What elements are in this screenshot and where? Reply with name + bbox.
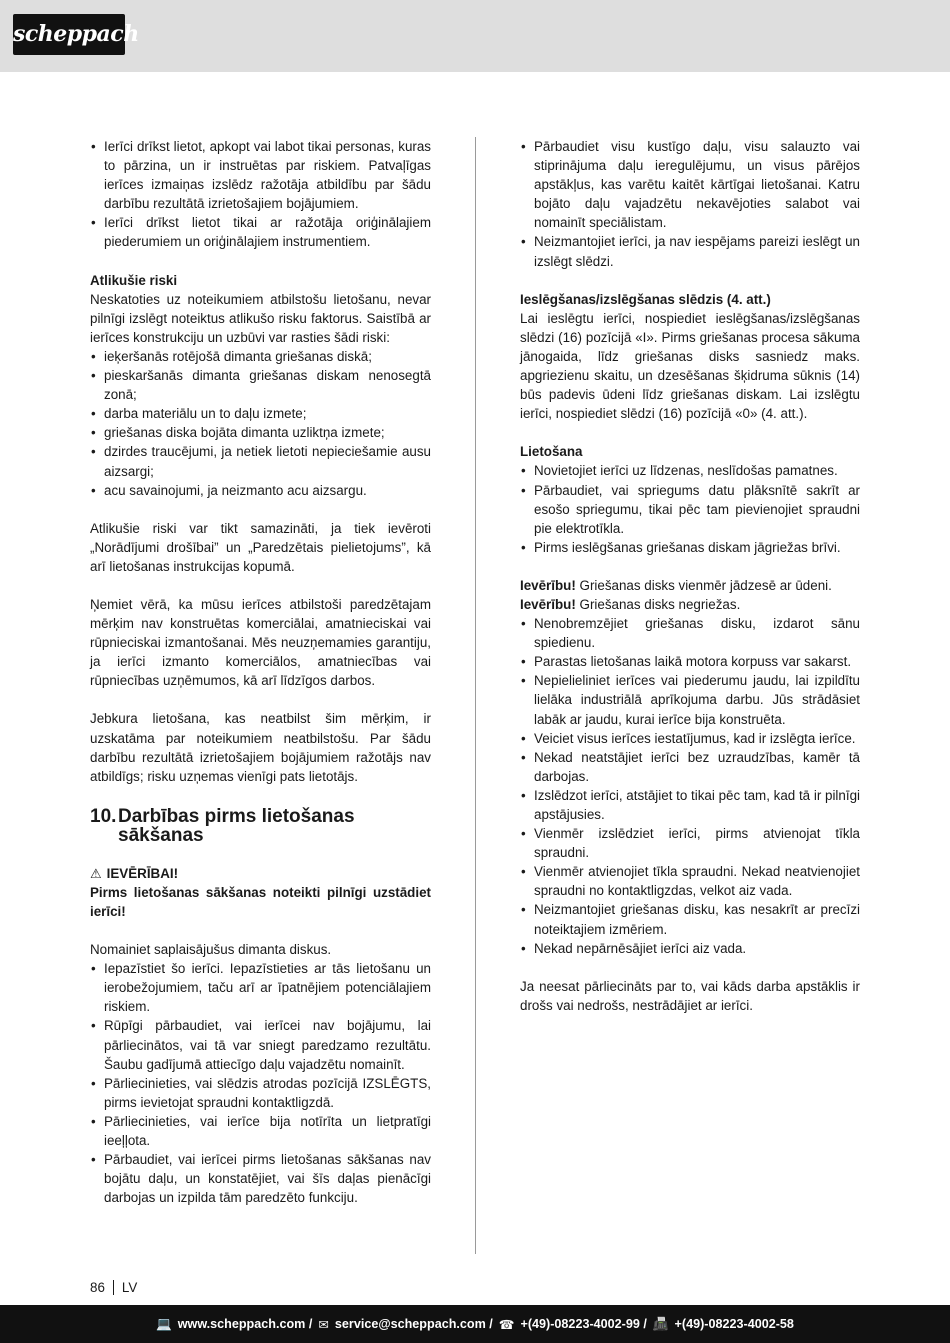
section-title-line-1: Darbības pirms lietošanas: [118, 805, 355, 827]
list-item: • Pārliecinieties, vai slēdzis atrodas pozīcijā IZSLĒGTS, pirms ievietojat spraudni kontaktligzdā.: [90, 1074, 431, 1112]
page-language: LV: [121, 1280, 138, 1295]
commercial-use-paragraph: Ņemiet vērā, ka mūsu ierīces atbilstoši paredzētajam mērķim nav konstruētas komerciālai, amatnieciskai vai rūpnieciskai izmantošanai. Mēs neuzņemamies garantiju, ja ierīci izmanto komerciālos, amatniecības vai rūpniecības uzņēmumos, kā arī līdzīgos darbos.: [90, 596, 431, 689]
list-item: • Pārbaudiet, vai spriegums datu plāksnītē sakrīt ar esošo spriegumu, tikai pēc tam pievienojiet spraudni pie elektrotīkla.: [520, 481, 860, 538]
list-item: • dzirdes traucējumi, ja netiek lietoti nepieciešamie ausu aizsargi;: [90, 442, 431, 480]
closing-paragraph: Ja neesat pārliecināts par to, vai kāds darba apstāklis ir drošs vai nedrošs, nestrādājiet ar ierīci.: [520, 978, 860, 1013]
fax-icon: 📠: [652, 1316, 669, 1331]
footer-fax: +(49)-08223-4002-58: [674, 1317, 794, 1331]
use-list: [520, 461, 860, 556]
inspection-list: [520, 137, 860, 271]
list-item: • Vienmēr izslēdziet ierīci, pirms atvienojat tīkla spraudni.: [520, 824, 860, 862]
note-cooling: [520, 576, 860, 595]
computer-icon: 💻: [156, 1316, 172, 1331]
list-item: • Veiciet visus ierīces iestatījumus, kad ir izslēgta ierīce.: [520, 729, 860, 748]
list-item: • pieskaršanās dimanta griešanas diskam nenosegtā zonā;: [90, 366, 431, 404]
list-item: • Nenobremzējiet griešanas disku, izdarot sānu spiedienu.: [520, 614, 860, 652]
replace-disc-line: Nomainiet saplaisājušus dimanta diskus.: [90, 942, 332, 958]
safety-list: [520, 614, 860, 958]
list-item: • darba materiālu un to daļu izmete;: [90, 404, 431, 423]
list-item: • Nekad nepārnēsājiet ierīci aiz vada.: [520, 939, 860, 958]
note-label: Ievērību!: [520, 596, 576, 612]
preparation-list: [90, 959, 431, 1207]
note-label: Ievērību!: [520, 577, 576, 593]
page-number-separator: [113, 1280, 114, 1295]
intro-bullet-list: [90, 137, 431, 252]
misuse-paragraph: Jebkura lietošana, kas neatbilst šim mērķim, ir uzskatāma par noteikumiem neatbilstošu. Par šādu darbību rezultātā izrietošajiem bojājumiem ražotājs nav atbildīgs; risku uzņemas vienīgi pats lietotājs.: [90, 711, 431, 784]
footer-bar: [0, 1305, 950, 1343]
list-item: • Novietojiet ierīci uz līdzenas, neslīdošas pamatnes.: [520, 461, 860, 480]
right-column: [520, 137, 860, 1015]
list-item: • Neizmantojiet griešanas disku, kas nesakrīt ar precīzi noteiktajiem izmēriem.: [520, 900, 860, 938]
page-number: [90, 1280, 137, 1295]
list-item: • Vienmēr atvienojiet tīkla spraudni. Nekad neatvienojiet spraudni no kontaktligzdas, velkot aiz vada.: [520, 862, 860, 900]
list-item: • Iepazīstiet šo ierīci. Iepazīstieties ar tās lietošanu un ierobežojumiem, taču arī ar īpatnējiem potenciālajiem riskiem.: [90, 959, 431, 1016]
residual-risks-note: Atlikušie riski var tikt samazināti, ja tiek ievēroti „Norādījumi drošībai” un „Paredzētais pielietojums”, kā arī lietošanas instrukcijas kopumā.: [90, 520, 431, 574]
warning-text: Pirms lietošanas sākšanas noteikti pilnīgi uzstādiet ierīci!: [90, 884, 431, 919]
section-title: [90, 807, 431, 845]
note-text: Griešanas disks negriežas.: [575, 596, 741, 612]
footer-website[interactable]: www.scheppach.com /: [177, 1317, 313, 1331]
note-not-spinning: [520, 595, 860, 614]
list-item: • ieķeršanās rotējošā dimanta griešanas diskā;: [90, 347, 431, 366]
header-bar: [0, 0, 950, 72]
list-item: • Pārliecinieties, vai ierīce bija notīrīta un lietpratīgi ieeļļota.: [90, 1112, 431, 1150]
list-item: • Izslēdzot ierīci, atstājiet to tikai pēc tam, kad tā ir pilnīgi apstājusies.: [520, 786, 860, 824]
list-item: • Pārbaudiet, vai ierīcei pirms lietošanas sākšanas nav bojātu daļu, un konstatējiet, vai šīs daļas pienācīgi darbojas un izpilda tām paredzēto funkciju.: [90, 1150, 431, 1207]
warning-heading: [90, 864, 431, 883]
list-item: • Neizmantojiet ierīci, ja nav iespējams pareizi ieslēgt un izslēgt slēdzi.: [520, 232, 860, 270]
list-item: • Nekad neatstājiet ierīci bez uzraudzības, kamēr tā darbojas.: [520, 748, 860, 786]
left-column: [90, 137, 431, 1207]
scheppach-logo: scheppach: [13, 14, 125, 55]
list-item: • Pārbaudiet visu kustīgo daļu, visu salauzto vai stiprinājuma daļu ieregulējumu, un visus pārējos apstākļus, kas varētu kaitēt kārtīgai lietošanai. Katru bojāto daļu vajadzētu nekavējoties salabot vai nomainīt speciālistam.: [520, 137, 860, 232]
use-heading: Lietošana: [520, 444, 583, 460]
list-item: • acu savainojumi, ja neizmanto acu aizsargu.: [90, 481, 431, 500]
switch-paragraph: Lai ieslēgtu ierīci, nospiediet ieslēgšanas/izslēgšanas slēdzi (16) pozīcijā «I». Pirms griešanas procesa sākuma jānogaida, līdz griešanas disks sasniedz maks. apgriezienu skaitu, un dzesēšanas šķidruma sūknis (14) būs padevis ūdeni līdz griešanas diskam. Lai izslēgtu ierīci, nospiediet slēdzi (16) pozīcijā «0» (4. att.).: [520, 310, 860, 422]
section-title-line-2: sākšanas: [118, 824, 204, 846]
list-item: • Nepielieliniet ierīces vai piederumu jaudu, lai izpildītu lielāka industriālā aprīkojuma darbu. Jūs strādāsiet labāk ar jaudu, kurai ierīce bija konstruēta.: [520, 671, 860, 728]
residual-risks-paragraph: Neskatoties uz noteikumiem atbilstošu lietošanu, nevar pilnīgi izslēgt noteiktus atlikušo risku faktorus. Saistībā ar ierīces konstrukciju un uzbūvi var rasties šādi riski:: [90, 291, 431, 345]
list-item: • Ierīci drīkst lietot tikai ar ražotāja oriģinālajiem piederumiem un oriģinālajiem instrumentiem.: [90, 213, 431, 251]
list-item: • griešanas diska bojāta dimanta uzliktņa izmete;: [90, 423, 431, 442]
footer-email[interactable]: service@scheppach.com /: [334, 1317, 493, 1331]
mail-icon: ✉: [318, 1317, 329, 1332]
footer-phone: +(49)-08223-4002-99 /: [520, 1317, 647, 1331]
list-item: • Parastas lietošanas laikā motora korpuss var sakarst.: [520, 652, 860, 671]
section-number: 10.: [90, 805, 117, 827]
column-divider: [475, 137, 476, 1254]
phone-icon: ☎: [498, 1317, 515, 1332]
list-item: • Rūpīgi pārbaudiet, vai ierīcei nav bojājumu, lai pārliecinātos, vai tā var sniegt paredzamo rezultātu. Šaubu gadījumā attiecīgo daļu vajadzētu nomainīt.: [90, 1016, 431, 1073]
list-item: • Ierīci drīkst lietot, apkopt vai labot tikai personas, kuras to pārzina, un ir instruētas par riskiem. Patvaļīgas ierīces izmaiņas izslēdz ražotāja atbildību par šādu darbību rezultātā izrietošajiem bojājumiem.: [90, 137, 431, 213]
residual-risks-heading: Atlikušie riski: [90, 272, 178, 288]
switch-heading: Ieslēgšanas/izslēgšanas slēdzis (4. att.): [520, 291, 771, 307]
warning-label: IEVĒRĪBAI!: [106, 865, 179, 881]
page-number-value: 86: [90, 1280, 105, 1295]
residual-risks-list: [90, 347, 431, 500]
note-text: Griešanas disks vienmēr jādzesē ar ūdeni.: [575, 577, 832, 593]
list-item: • Pirms ieslēgšanas griešanas diskam jāgriežas brīvi.: [520, 538, 860, 557]
warning-triangle-icon: ⚠: [90, 865, 102, 881]
